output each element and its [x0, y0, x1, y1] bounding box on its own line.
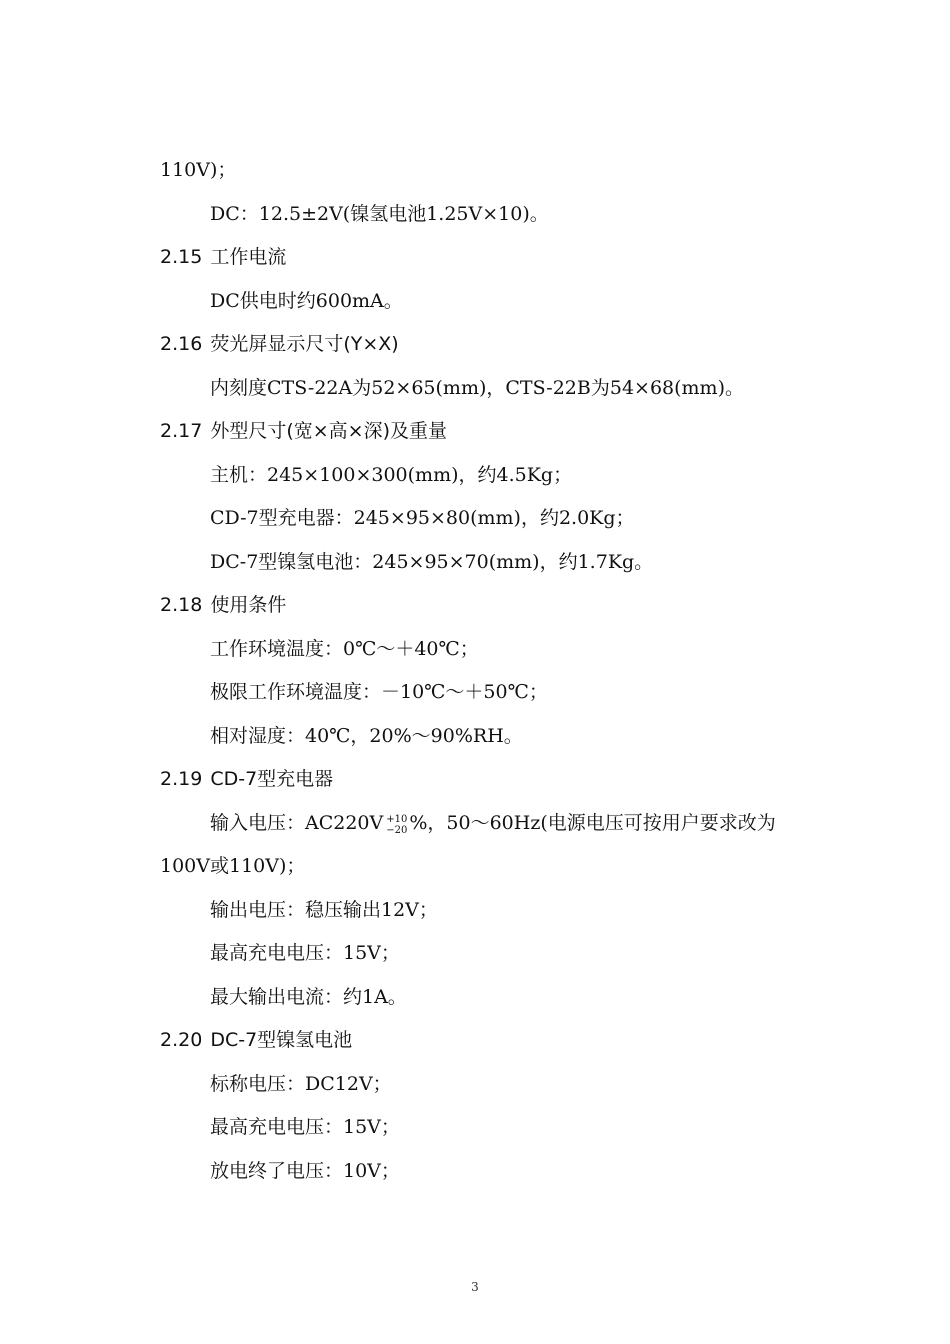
text-line: CD-7型充电器：245×95×80(mm)，约2.0Kg；	[210, 507, 635, 529]
voltage-tolerance	[386, 814, 407, 836]
text-line-input-voltage	[210, 811, 776, 835]
text-line: 工作环境温度：0℃～＋40℃；	[210, 638, 479, 660]
input-voltage-label: 输入电压：AC220V	[210, 812, 384, 834]
section-title: DC-7型镍氢电池	[210, 1029, 353, 1051]
text-line: 最高充电电压：15V；	[210, 1116, 400, 1138]
text-line: DC-7型镍氢电池：245×95×70(mm)，约1.7Kg。	[210, 551, 654, 573]
tolerance-plus: +10	[386, 814, 408, 825]
section-heading-2-17	[160, 419, 447, 443]
text-line: 极限工作环境温度：－10℃～＋50℃；	[210, 681, 548, 703]
section-heading-2-18	[160, 593, 286, 617]
section-heading-2-16	[160, 332, 399, 356]
section-number: 2.19	[160, 768, 203, 790]
text-line: 放电终了电压：10V；	[210, 1160, 400, 1182]
section-number: 2.15	[160, 246, 203, 268]
text-line: 110V)；	[160, 159, 237, 181]
text-line: 输出电压：稳压输出12V；	[210, 899, 438, 921]
section-heading-2-15	[160, 245, 286, 269]
text-line: 相对湿度：40℃，20%～90%RH。	[210, 725, 523, 747]
text-line: 主机：245×100×300(mm)，约4.5Kg；	[210, 464, 573, 486]
section-heading-2-19	[160, 767, 333, 791]
text-line: 最高充电电压：15V；	[210, 942, 400, 964]
section-number: 2.20	[160, 1029, 203, 1051]
section-title: 工作电流	[210, 246, 287, 268]
text-line: 内刻度CTS-22A为52×65(mm)，CTS-22B为54×68(mm)。	[210, 377, 744, 399]
text-line: 100V或110V)；	[160, 855, 306, 877]
input-voltage-rest: %，50～60Hz(电源电压可按用户要求改为	[409, 812, 776, 834]
section-title: CD-7型充电器	[210, 768, 334, 790]
section-heading-2-20	[160, 1028, 352, 1052]
section-title: 外型尺寸(宽×高×深)及重量	[210, 420, 447, 442]
section-title: 荧光屏显示尺寸(Y×X)	[210, 333, 399, 355]
tolerance-minus: −20	[386, 825, 408, 836]
text-line: 标称电压：DC12V；	[210, 1073, 392, 1095]
page-number: 3	[471, 1280, 479, 1294]
section-number: 2.18	[160, 594, 203, 616]
text-line: DC供电时约600mA。	[210, 290, 403, 312]
section-number: 2.17	[160, 420, 203, 442]
text-line: DC：12.5±2V(镍氢电池1.25V×10)。	[210, 203, 549, 225]
text-line: 最大输出电流：约1A。	[210, 986, 407, 1008]
section-title: 使用条件	[210, 594, 287, 616]
section-number: 2.16	[160, 333, 203, 355]
